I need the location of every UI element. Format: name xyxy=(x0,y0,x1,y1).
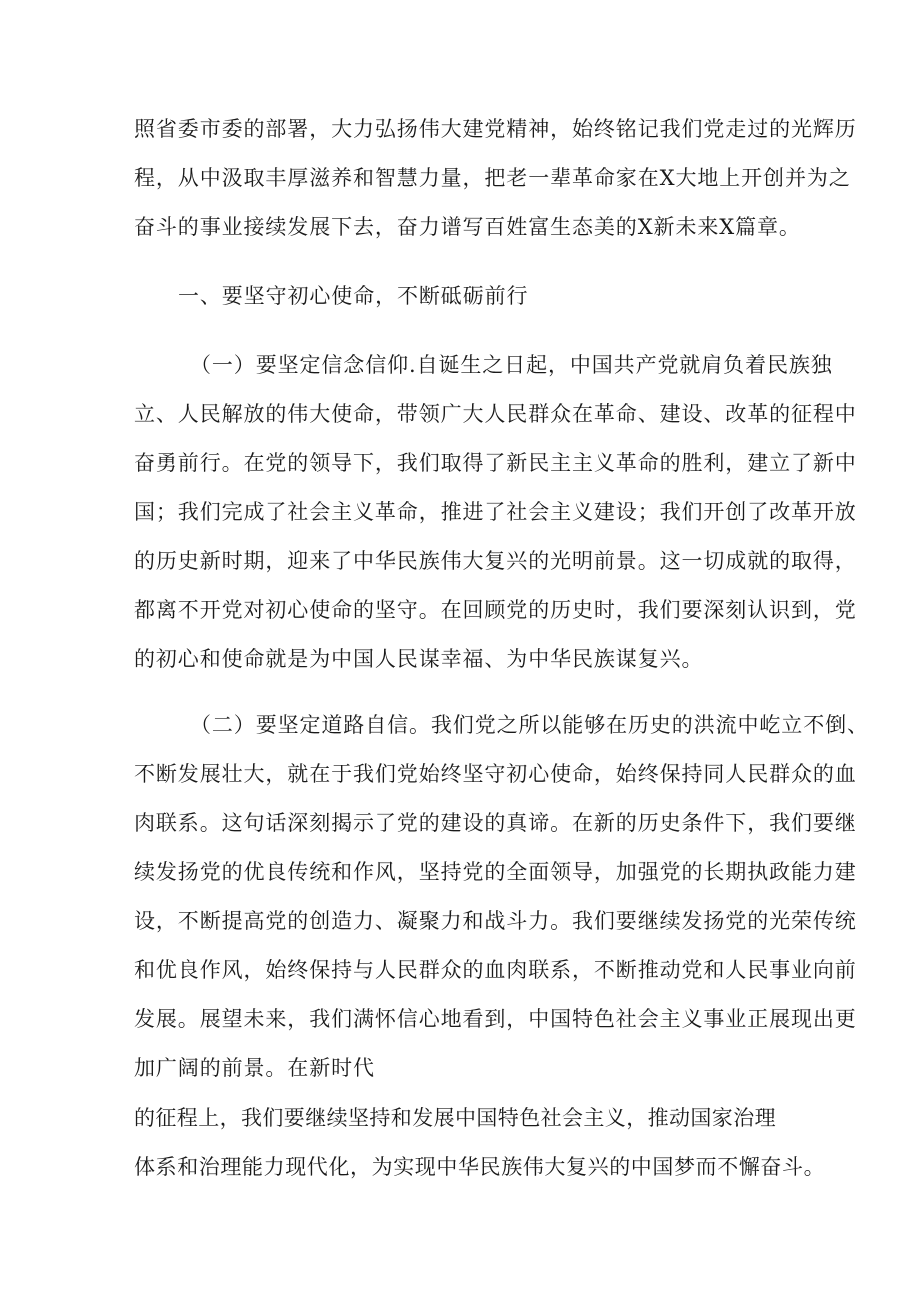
para1-line-2: 立、人民解放的伟大使命，带领广大人民群众在革命、建设、改革的征程中 xyxy=(134,402,857,426)
para2-line-1: （二）要坚定道路自信。我们党之所以能够在历史的洪流中屹立不倒、 xyxy=(190,713,869,737)
intro-line-2: 程，从中汲取丰厚滋养和智慧力量，把老一辈革命家在X大地上开创并为之 xyxy=(134,166,851,190)
para2-line-5: 设，不断提高党的创造力、凝聚力和战斗力。我们要继续发扬党的光荣传统 xyxy=(134,909,857,933)
intro-line-3: 奋斗的事业接续发展下去，奋力谱写百姓富生态美的X新未来X篇章。 xyxy=(134,215,801,239)
para1-line-3: 奋勇前行。在党的领导下，我们取得了新民主主义革命的胜利，建立了新中 xyxy=(134,451,857,475)
section-heading: 一、要坚守初心使命，不断砥砺前行 xyxy=(178,284,529,308)
para2-line-3: 肉联系。这句话深刻揭示了党的建设的真谛。在新的历史条件下，我们要继 xyxy=(134,811,857,835)
para2-line-8: 加广阔的前景。在新时代 xyxy=(134,1056,375,1080)
para1-line-5: 的历史新时期，迎来了中华民族伟大复兴的光明前景。这一切成就的取得， xyxy=(134,549,857,573)
para1-line-4: 国；我们完成了社会主义革命，推进了社会主义建设；我们开创了改革开放 xyxy=(134,500,857,524)
para2-line-10: 体系和治理能力现代化，为实现中华民族伟大复兴的中国梦而不懈奋斗。 xyxy=(134,1155,826,1179)
para2-line-7: 发展。展望未来，我们满怀信心地看到，中国特色社会主义事业正展现出更 xyxy=(134,1007,857,1031)
para2-line-6: 和优良作风，始终保持与人民群众的血肉联系，不断推动党和人民事业向前 xyxy=(134,958,857,982)
para1-line-7: 的初心和使命就是为中国人民谋幸福、为中华民族谋复兴。 xyxy=(134,647,704,671)
para1-line-6: 都离不开党对初心使命的坚守。在回顾党的历史时，我们要深刻认识到，党 xyxy=(134,598,857,622)
para2-line-2: 不断发展壮大，就在于我们党始终坚守初心使命，始终保持同人民群众的血 xyxy=(134,762,857,786)
para1-line-1: （一）要坚定信念信仰.自诞生之日起，中国共产党就肩负着民族独 xyxy=(190,353,833,377)
intro-line-1: 照省委市委的部署，大力弘扬伟大建党精神，始终铭记我们党走过的光辉历 xyxy=(134,117,857,141)
para2-line-4: 续发扬党的优良传统和作风，坚持党的全面领导，加强党的长期执政能力建 xyxy=(134,860,857,884)
para2-line-9: 的征程上，我们要继续坚持和发展中国特色社会主义，推动国家治理 xyxy=(134,1106,776,1130)
